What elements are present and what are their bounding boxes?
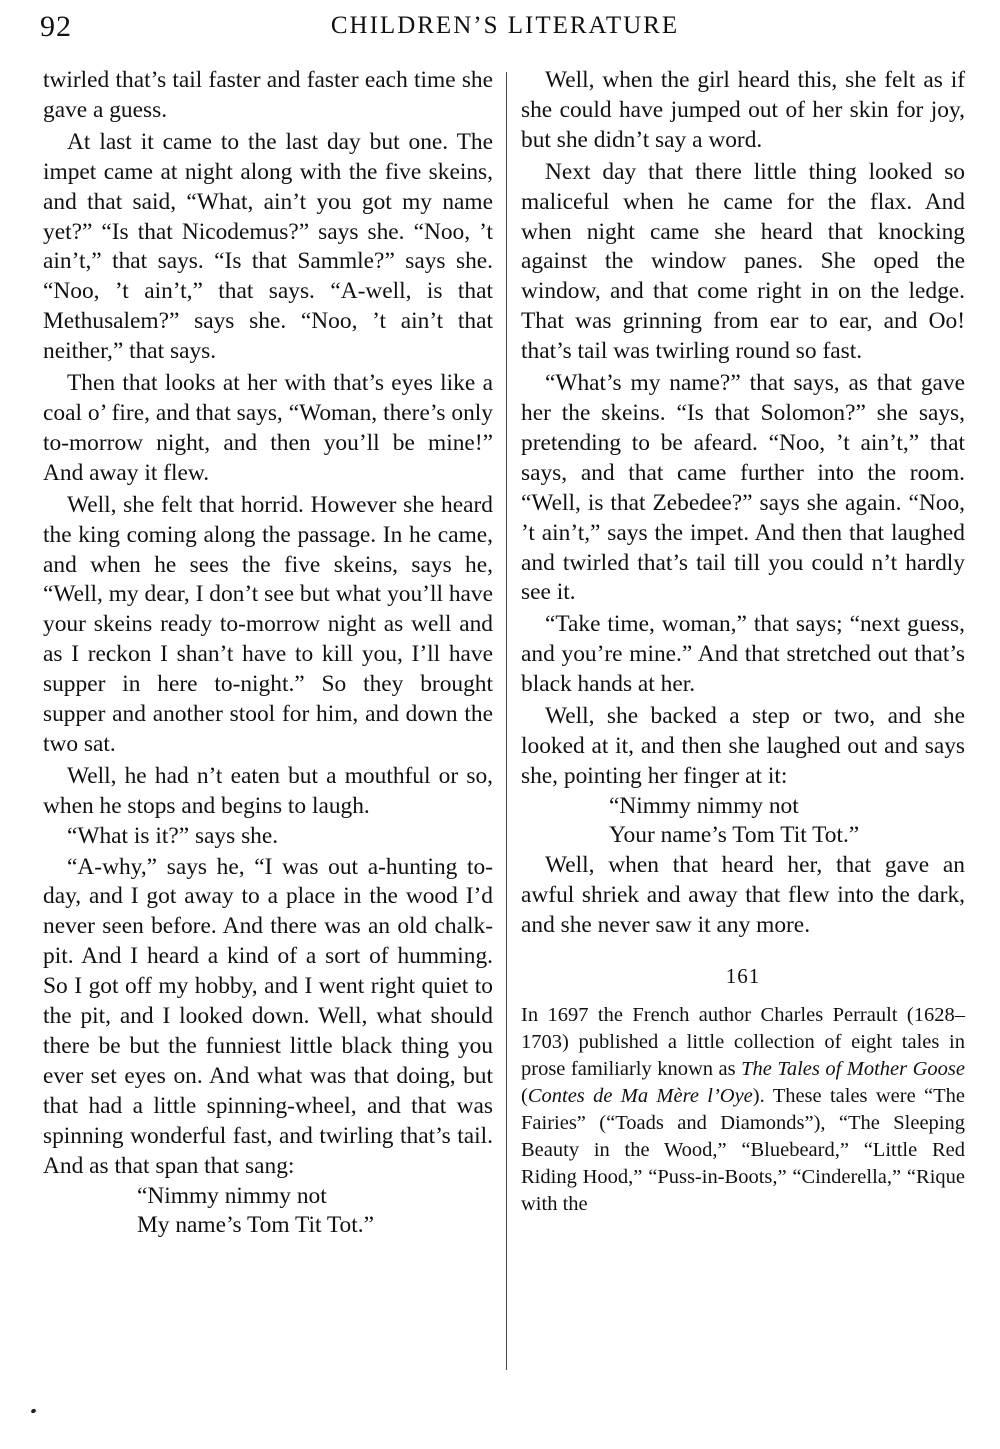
column-divider <box>506 72 507 1370</box>
left-column <box>43 66 493 1241</box>
paragraph: Next day that there little thing looked so maliceful when he came for the flax. And when night came she heard that knocking against the window panes. She oped the window, and that come right in on the ledge. That was grinning from ear to ear, and Oo! that’s tail was twirling round so fast. <box>521 158 965 365</box>
verse-line: My name’s Tom Tit Tot.” <box>137 1212 374 1239</box>
paragraph: Well, she felt that horrid. However she heard the king coming along the passage. In he came, and when he sees the five skeins, says he, “Well, my dear, I don’t see but what you’ll have your skeins ready to-morrow night as well and as I reckon I shan’t have to kill you, I’ll have supper in here to-night.” So they brought supper and another stool for him, and down the two sat. <box>43 491 493 757</box>
editorial-note <box>521 1002 965 1218</box>
paragraph: Well, when that heard her, that gave an awful shriek and away that flew into the dark, and she never saw it any more. <box>521 851 965 938</box>
paragraph: Well, when the girl heard this, she felt as if she could have jumped out of her skin for joy, but she didn’t say a word. <box>521 67 965 153</box>
verse-line: “Nimmy nimmy not <box>137 1182 327 1209</box>
paragraph: Well, he had n’t eaten but a mouthful or so, when he stops and begins to laugh. <box>43 762 493 819</box>
paragraph: “A-why,” says he, “I was out a-hunting to-day, and I got away to a place in the wood I’d never seen before. And there was an old chalk-pit. And I heard a kind of a sort of humming. So I got off my hobby, and I went right quiet to the pit, and I looked down. Well, what should there be but the funniest little black thing you ever set eyes on. And what was that doing, but that had a little spinning-wheel, and that was spinning wonderful fast, and twirling that’s tail. And as that span that sang: <box>43 853 493 1179</box>
page-number: 92 <box>40 10 72 43</box>
paragraph: “Take time, woman,” that says; “next guess, and you’re mine.” And that stretched out that’s black hands at her. <box>521 611 965 698</box>
right-column <box>521 66 965 1218</box>
paragraph: At last it came to the last day but one. The impet came at night along with the five skeins, and that said, “What, ain’t you got my name yet?” “Is that Nicodemus?” says she. “Noo, ’t ain’t,” that says. “Is that Sammle?” says she. “Noo, ’t ain’t,” that says. “A-well, is that Methusalem?” says she. “Noo, ’t ain’t that neither,” that says. <box>43 128 493 365</box>
paragraph: Well, she backed a step or two, and she looked at it, and then she laughed out and says she, pointing her finger at it: <box>521 703 965 789</box>
paragraph: “What’s my name?” that says, as that gave her the skeins. “Is that Solomon?” she says, pretending to be afeard. “Noo, ’t ain’t,” that says, and that came further into the room. “Well, is that Zebedee?” says she again. “Noo, ’t ain’t,” says the impet. And then that laughed and twirled that’s tail till you could n’t hardly see it. <box>521 370 965 606</box>
paragraph: twirled that’s tail faster and faster each time she gave a guess. <box>43 67 493 123</box>
note-text: ). These tales were “The Fairies” (“Toads and Diamonds”), “The Sleeping Beauty in the Wood,” “Bluebeard,” “Little Red Riding Hood,” “Puss-in-Boots,” “Cinderella,” “Rique with the <box>521 1085 965 1216</box>
note-title-french: Contes de Ma Mère l’Oye <box>527 1085 753 1108</box>
paragraph: “What is it?” says she. <box>67 822 279 849</box>
running-head: CHILDREN’S LITERATURE <box>330 12 680 39</box>
ink-speck <box>30 1408 36 1414</box>
verse-line: Your name’s Tom Tit Tot.” <box>609 822 860 849</box>
note-text: In 1697 the French author Charles Perrault (1628–1703) published a little collection of eight tales in prose familiarly known as <box>521 1004 965 1081</box>
page-header <box>40 8 970 44</box>
paragraph: Then that looks at her with that’s eyes like a coal o’ fire, and that says, “Woman, there’s only to-morrow night, and then you’ll be mine!” And away it flew. <box>43 370 493 486</box>
note-text: ( <box>521 1085 528 1108</box>
verse-line: “Nimmy nimmy not <box>609 792 799 819</box>
note-title: The Tales of Mother Goose <box>741 1058 965 1081</box>
section-number: 161 <box>725 964 761 989</box>
